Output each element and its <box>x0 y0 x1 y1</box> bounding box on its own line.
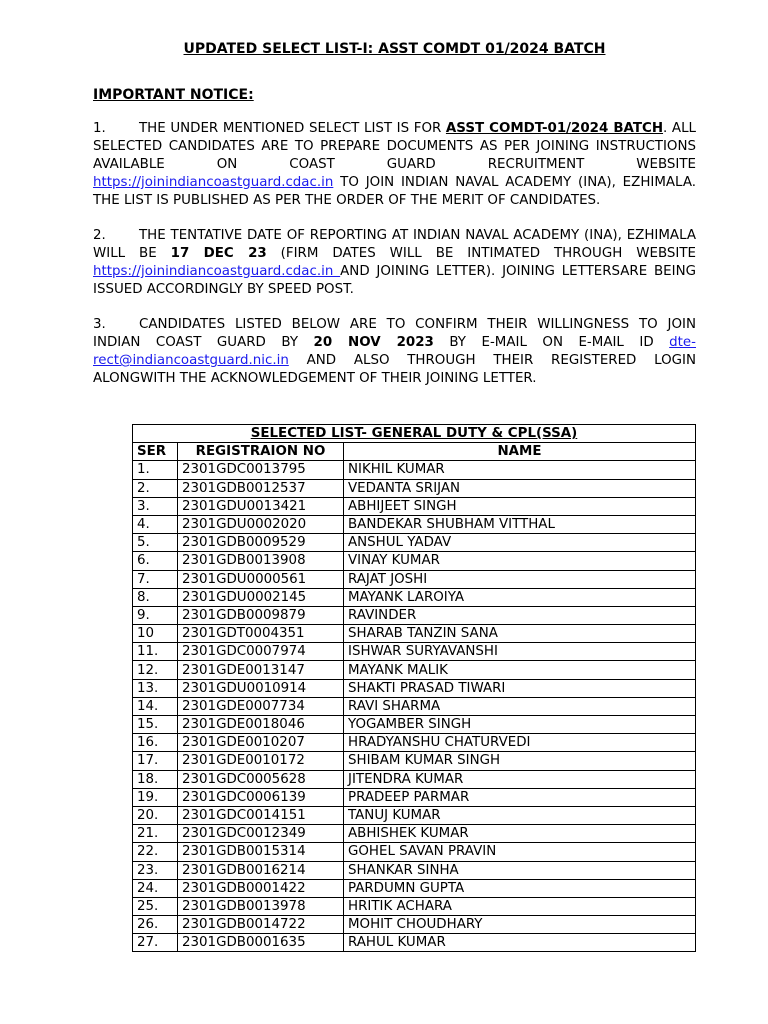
registration-cell: 2301GDB0015314 <box>178 843 344 861</box>
name-cell: YOGAMBER SINGH <box>344 716 696 734</box>
registration-cell: 2301GDU0000561 <box>178 570 344 588</box>
paragraph-3 <box>93 316 696 388</box>
column-header-name: NAME <box>344 443 696 461</box>
table-row <box>133 661 696 679</box>
table-row <box>133 570 696 588</box>
ser-cell: 23. <box>133 861 178 879</box>
registration-cell: 2301GDB0001635 <box>178 934 344 952</box>
name-cell: MOHIT CHOUDHARY <box>344 916 696 934</box>
registration-cell: 2301GDC0006139 <box>178 788 344 806</box>
registration-cell: 2301GDE0018046 <box>178 716 344 734</box>
ser-cell: 15. <box>133 716 178 734</box>
ser-cell: 3. <box>133 497 178 515</box>
paragraph-text: TO JOIN INDIAN NAVAL ACADEMY (INA), EZHIMALA. THE LIST IS PUBLISHED AS PER THE ORDER OF THE MERIT OF CANDIDATES. <box>93 175 696 208</box>
name-cell: PRADEEP PARMAR <box>344 788 696 806</box>
paragraph-text: BY E-MAIL ON E-MAIL ID <box>433 335 670 350</box>
table-row <box>133 916 696 934</box>
name-cell: JITENDRA KUMAR <box>344 770 696 788</box>
ser-cell: 4. <box>133 515 178 533</box>
name-cell: ABHISHEK KUMAR <box>344 825 696 843</box>
table-row <box>133 461 696 479</box>
table-row <box>133 934 696 952</box>
paragraph-1 <box>93 120 696 210</box>
table-row <box>133 716 696 734</box>
ser-cell: 9. <box>133 606 178 624</box>
reporting-date: 17 DEC 23 <box>170 246 267 261</box>
name-cell: RAJAT JOSHI <box>344 570 696 588</box>
table-row <box>133 697 696 715</box>
table-row <box>133 861 696 879</box>
table-row <box>133 879 696 897</box>
ser-cell: 17. <box>133 752 178 770</box>
document-page <box>93 40 696 405</box>
table-row <box>133 515 696 533</box>
paragraph-2 <box>93 227 696 299</box>
ser-cell: 5. <box>133 534 178 552</box>
paragraph-text: CANDIDATES LISTED BELOW ARE TO CONFIRM THEIR WILLINGNESS TO JOIN INDIAN COAST GUARD BY <box>93 317 696 350</box>
table-row <box>133 625 696 643</box>
ser-cell: 12. <box>133 661 178 679</box>
ser-cell: 27. <box>133 934 178 952</box>
ser-cell: 26. <box>133 916 178 934</box>
name-cell: MAYANK MALIK <box>344 661 696 679</box>
name-cell: ANSHUL YADAV <box>344 534 696 552</box>
paragraph-text: AND JOINING LETTER). JOINING LETTERSARE BEING ISSUED ACCORDINGLY BY SPEED POST. <box>93 264 696 297</box>
name-cell: HRADYANSHU CHATURVEDI <box>344 734 696 752</box>
table-row <box>133 534 696 552</box>
name-cell: MAYANK LAROIYA <box>344 588 696 606</box>
name-cell: GOHEL SAVAN PRAVIN <box>344 843 696 861</box>
ser-cell: 2. <box>133 479 178 497</box>
notice-heading: IMPORTANT NOTICE: <box>93 87 254 103</box>
name-cell: VINAY KUMAR <box>344 552 696 570</box>
website-link[interactable]: https://joinindiancoastguard.cdac.in <box>93 264 341 279</box>
table-row <box>133 825 696 843</box>
registration-cell: 2301GDB0013978 <box>178 897 344 915</box>
table-row <box>133 843 696 861</box>
paragraph-number: 2. <box>93 228 106 243</box>
registration-cell: 2301GDB0001422 <box>178 879 344 897</box>
registration-cell: 2301GDC0012349 <box>178 825 344 843</box>
registration-cell: 2301GDB0009879 <box>178 606 344 624</box>
paragraph-text: AND ALSO THROUGH THEIR REGISTERED LOGIN ALONGWITH THE ACKNOWLEDGEMENT OF THEIR JOINING LETTER. <box>93 353 696 386</box>
registration-cell: 2301GDC0013795 <box>178 461 344 479</box>
registration-cell: 2301GDB0009529 <box>178 534 344 552</box>
paragraph-number: 3. <box>93 317 106 332</box>
table-caption: SELECTED LIST- GENERAL DUTY & CPL(SSA) <box>133 425 696 443</box>
registration-cell: 2301GDU0002145 <box>178 588 344 606</box>
ser-cell: 11. <box>133 643 178 661</box>
registration-cell: 2301GDT0004351 <box>178 625 344 643</box>
registration-cell: 2301GDB0014722 <box>178 916 344 934</box>
name-cell: HRITIK ACHARA <box>344 897 696 915</box>
registration-cell: 2301GDE0010207 <box>178 734 344 752</box>
name-cell: BANDEKAR SHUBHAM VITTHAL <box>344 515 696 533</box>
paragraph-text: . ALL SELECTED CANDIDATES ARE TO PREPARE DOCUMENTS AS PER JOINING INSTRUCTIONS AVAILABLE ON COAST GUARD RECRUITMENT WEBSITE <box>93 121 696 172</box>
name-cell: SHANKAR SINHA <box>344 861 696 879</box>
registration-cell: 2301GDE0007734 <box>178 697 344 715</box>
ser-cell: 8. <box>133 588 178 606</box>
name-cell: SHARAB TANZIN SANA <box>344 625 696 643</box>
name-cell: PARDUMN GUPTA <box>344 879 696 897</box>
paragraph-text: THE TENTATIVE DATE OF REPORTING AT INDIAN NAVAL ACADEMY (INA), EZHIMALA WILL BE <box>93 228 696 261</box>
name-cell: SHAKTI PRASAD TIWARI <box>344 679 696 697</box>
email-link[interactable]: dte-rect@indiancoastguard.nic.in <box>93 335 696 368</box>
ser-cell: 1. <box>133 461 178 479</box>
registration-cell: 2301GDE0010172 <box>178 752 344 770</box>
table-row <box>133 788 696 806</box>
registration-cell: 2301GDC0005628 <box>178 770 344 788</box>
ser-cell: 6. <box>133 552 178 570</box>
registration-cell: 2301GDU0010914 <box>178 679 344 697</box>
registration-cell: 2301GDC0014151 <box>178 806 344 824</box>
table-row <box>133 643 696 661</box>
table-row <box>133 679 696 697</box>
table-row <box>133 897 696 915</box>
registration-cell: 2301GDU0013421 <box>178 497 344 515</box>
selected-list-table <box>132 424 696 952</box>
registration-cell: 2301GDB0016214 <box>178 861 344 879</box>
name-cell: VEDANTA SRIJAN <box>344 479 696 497</box>
table-row <box>133 752 696 770</box>
table-row <box>133 770 696 788</box>
name-cell: ISHWAR SURYAVANSHI <box>344 643 696 661</box>
registration-cell: 2301GDC0007974 <box>178 643 344 661</box>
ser-cell: 25. <box>133 897 178 915</box>
registration-cell: 2301GDB0013908 <box>178 552 344 570</box>
name-cell: RAVI SHARMA <box>344 697 696 715</box>
name-cell: TANUJ KUMAR <box>344 806 696 824</box>
table-row <box>133 479 696 497</box>
name-cell: NIKHIL KUMAR <box>344 461 696 479</box>
ser-cell: 22. <box>133 843 178 861</box>
table-row <box>133 606 696 624</box>
table-row <box>133 588 696 606</box>
ser-cell: 7. <box>133 570 178 588</box>
name-cell: SHIBAM KUMAR SINGH <box>344 752 696 770</box>
ser-cell: 24. <box>133 879 178 897</box>
ser-cell: 21. <box>133 825 178 843</box>
table-row <box>133 497 696 515</box>
ser-cell: 10 <box>133 625 178 643</box>
paragraph-number: 1. <box>93 121 106 136</box>
ser-cell: 13. <box>133 679 178 697</box>
paragraph-text: (FIRM DATES WILL BE INTIMATED THROUGH WEBSITE <box>266 246 696 261</box>
name-cell: RAVINDER <box>344 606 696 624</box>
table-row <box>133 806 696 824</box>
ser-cell: 14. <box>133 697 178 715</box>
table-row <box>133 552 696 570</box>
name-cell: ABHIJEET SINGH <box>344 497 696 515</box>
document-title: UPDATED SELECT LIST-I: ASST COMDT 01/2024 BATCH <box>183 41 606 57</box>
confirm-date: 20 NOV 2023 <box>313 335 434 350</box>
column-header-registration: REGISTRAION NO <box>178 443 344 461</box>
table-row <box>133 734 696 752</box>
ser-cell: 19. <box>133 788 178 806</box>
ser-cell: 18. <box>133 770 178 788</box>
recruitment-website-link[interactable]: https://joinindiancoastguard.cdac.in <box>93 175 334 190</box>
registration-cell: 2301GDU0002020 <box>178 515 344 533</box>
ser-cell: 16. <box>133 734 178 752</box>
name-cell: RAHUL KUMAR <box>344 934 696 952</box>
batch-highlight: ASST COMDT-01/2024 BATCH <box>445 121 664 136</box>
registration-cell: 2301GDE0013147 <box>178 661 344 679</box>
column-header-ser: SER <box>133 443 178 461</box>
ser-cell: 20. <box>133 806 178 824</box>
registration-cell: 2301GDB0012537 <box>178 479 344 497</box>
paragraph-text: THE UNDER MENTIONED SELECT LIST IS FOR <box>139 121 446 136</box>
